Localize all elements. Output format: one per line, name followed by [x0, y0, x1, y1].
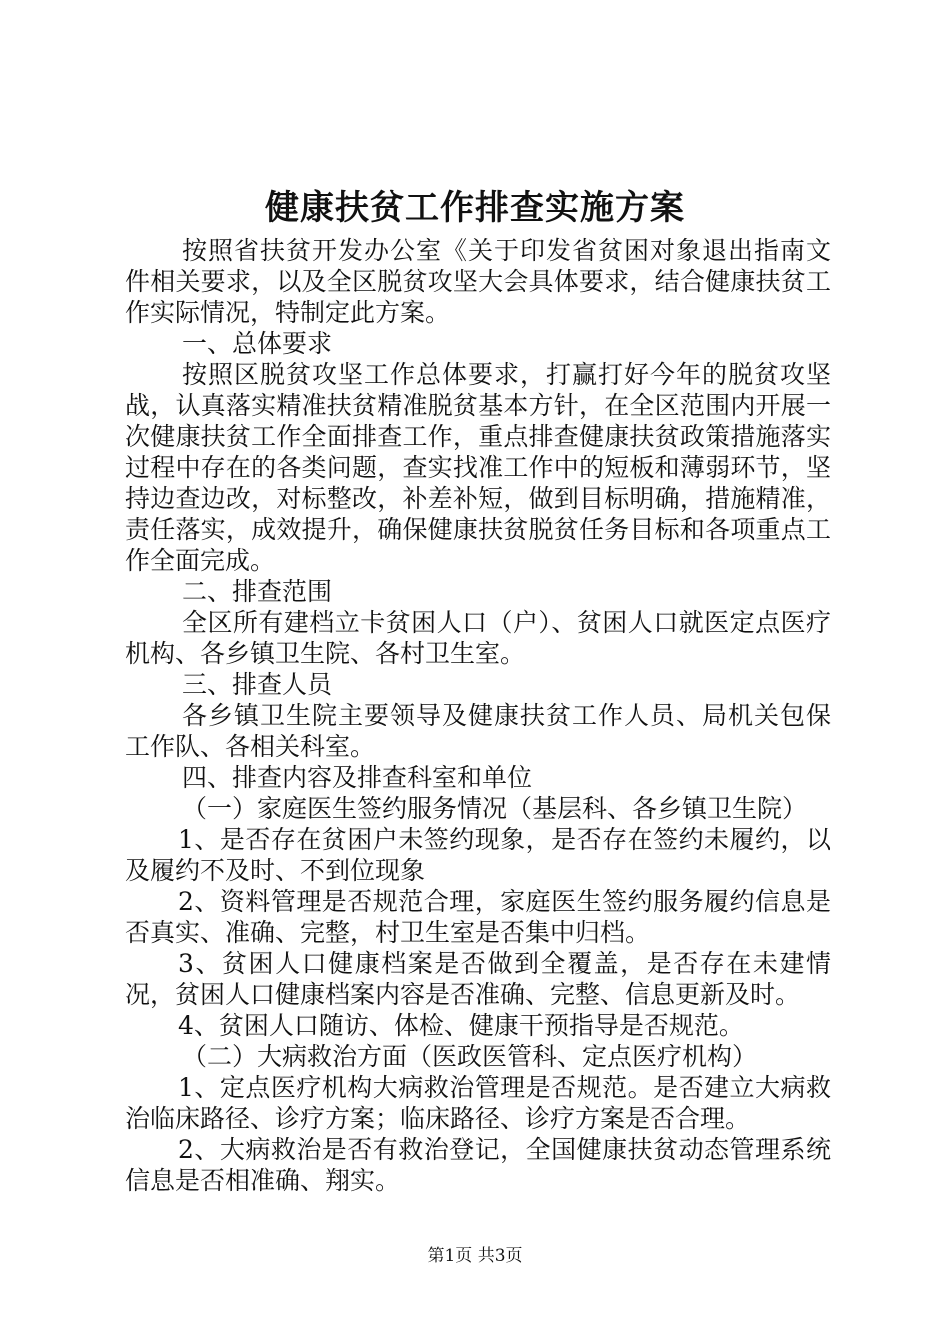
- document-body: [125, 235, 831, 1196]
- section-heading-content: 四、排查内容及排查科室和单位: [182, 763, 533, 792]
- section-heading-general-requirements: 一、总体要求: [182, 329, 333, 358]
- list-item: 1、定点医疗机构大病救治管理是否规范。是否建立大病救治临床路径、诊疗方案；临床路径、诊疗方案是否合理。: [125, 1073, 831, 1133]
- section-heading-personnel: 三、排查人员: [182, 670, 333, 699]
- list-item: 3、贫困人口健康档案是否做到全覆盖，是否存在未建情况，贫困人口健康档案内容是否准确、完整、信息更新及时。: [125, 949, 831, 1009]
- section-heading-scope: 二、排查范围: [182, 577, 333, 606]
- list-item: 2、资料管理是否规范合理，家庭医生签约服务履约信息是否真实、准确、完整，村卫生室是否集中归档。: [125, 887, 831, 947]
- page-number-footer: 第1页 共3页: [427, 1246, 523, 1266]
- list-item: 2、大病救治是否有救治登记，全国健康扶贫动态管理系统信息是否相准确、翔实。: [125, 1135, 831, 1195]
- personnel-paragraph: 各乡镇卫生院主要领导及健康扶贫工作人员、局机关包保工作队、各相关科室。: [125, 701, 831, 761]
- intro-paragraph: 按照省扶贫开发办公室《关于印发省贫困对象退出指南文件相关要求，以及全区脱贫攻坚大会具体要求，结合健康扶贫工作实际情况，特制定此方案。: [125, 236, 831, 327]
- subsection-heading-family-doctor: （一）家庭医生签约服务情况（基层科、各乡镇卫生院）: [182, 794, 808, 823]
- general-requirements-paragraph: 按照区脱贫攻坚工作总体要求，打赢打好今年的脱贫攻坚战，认真落实精准扶贫精准脱贫基本方针，在全区范围内开展一次健康扶贫工作全面排查工作，重点排查健康扶贫政策措施落实过程中存在的各类问题，查实找准工作中的短板和薄弱环节，坚持边查边改，对标整改，补差补短，做到目标明确，措施精准，责任落实，成效提升，确保健康扶贫脱贫任务目标和各项重点工作全面完成。: [125, 360, 831, 575]
- list-item: 4、贫困人口随访、体检、健康干预指导是否规范。: [178, 1011, 744, 1040]
- subsection-heading-major-illness: （二）大病救治方面（医政医管科、定点医疗机构）: [182, 1042, 758, 1071]
- document-title: 健康扶贫工作排查实施方案: [265, 188, 685, 228]
- list-item: 1、是否存在贫困户未签约现象，是否存在签约未履约，以及履约不及时、不到位现象: [125, 825, 831, 885]
- scope-paragraph: 全区所有建档立卡贫困人口（户）、贫困人口就医定点医疗机构、各乡镇卫生院、各村卫生室。: [125, 608, 831, 668]
